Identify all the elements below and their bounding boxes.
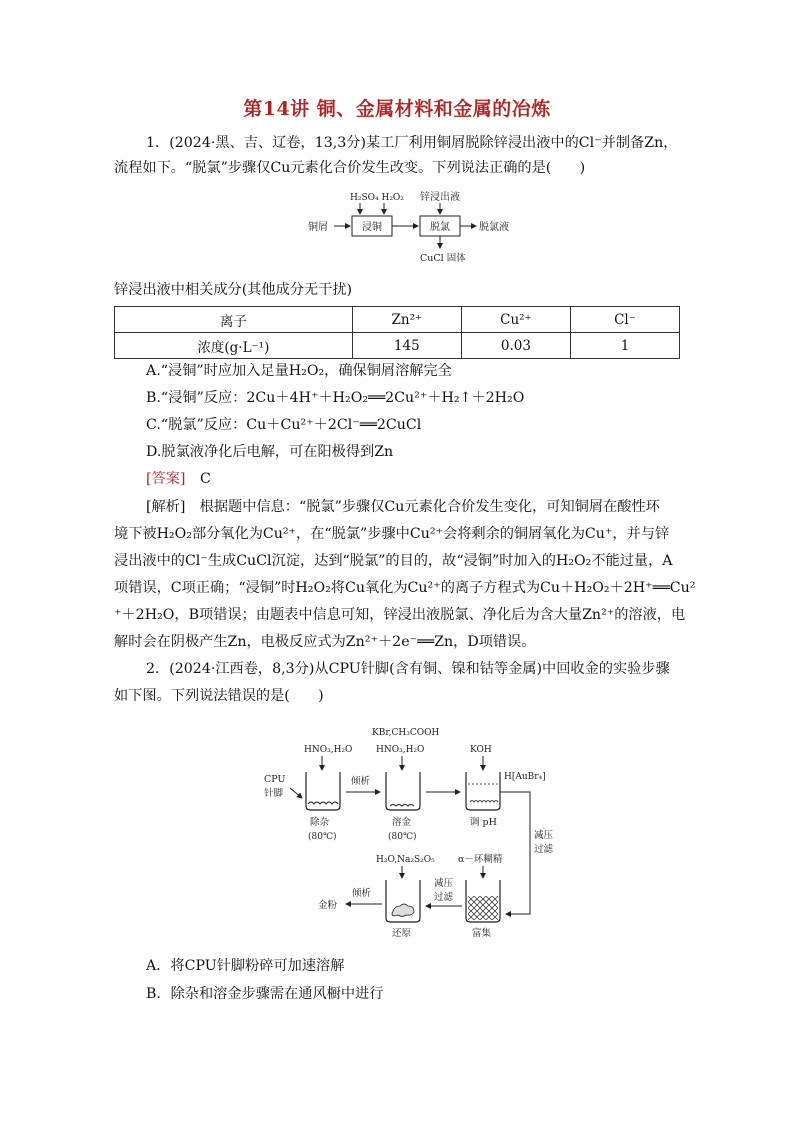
q1-solid-label: CuCl 固体 [420, 253, 466, 264]
q2-beaker-4-solid [392, 904, 414, 917]
q2-filter-1-label-b: 过滤 [534, 844, 554, 855]
q2-beaker-3 [466, 772, 500, 810]
q2-source-label-2: 针脚 [264, 788, 284, 799]
table-row [115, 307, 680, 333]
q1-analysis-line-2: 境下被H₂O₂部分氧化为Cu²⁺，在“脱氯”步骤中Cu²⁺会将剩余的铜屑氧化为Cu⁺，并与锌 [114, 526, 670, 542]
q2-final-product: 金粉 [318, 900, 338, 911]
q1-flow-diagram [300, 188, 560, 268]
q2-option-b: B．除杂和溶金步骤需在通风橱中进行 [146, 986, 384, 1002]
q2-filter-2-label-b: 过滤 [434, 892, 454, 903]
q2-reagent2a-label: KBr,CH₃COOH [372, 728, 440, 738]
table-header-cell: 离子 [115, 307, 353, 333]
q2-beaker-2-label: 溶金 [392, 817, 412, 828]
q2-beaker-2 [386, 772, 420, 810]
q2-beaker-2-solid [390, 805, 414, 807]
q2-product-label: H[AuBr₄] [504, 772, 546, 782]
table-cell: 0.03 [461, 333, 570, 359]
q2-beaker-5-label: 富集 [472, 928, 492, 939]
q1-feed-label: 锌浸出液 [420, 192, 460, 203]
table-cell: 145 [352, 333, 461, 359]
q1-option-b: B.“浸铜”反应：2Cu＋4H⁺＋H₂O₂══2Cu²⁺＋H₂↑＋2H₂O [146, 390, 525, 406]
table-header-cell: Cu²⁺ [461, 307, 570, 333]
table-cell: 1 [570, 333, 679, 359]
table-row-label: 浓度(g·L⁻¹) [115, 333, 353, 359]
q2-stem-line-2: 如下图。下列说法错误的是( ) [114, 688, 324, 704]
q2-option-a: A．将CPU针脚粉碎可加速溶解 [146, 958, 345, 974]
q1-step2-label: 脱氯 [430, 222, 450, 233]
q1-option-c: C.“脱氯”反应：Cu＋Cu²⁺＋2Cl⁻══2CuCl [146, 417, 422, 433]
table-header-cell: Cl⁻ [570, 307, 679, 333]
table-header-cell: Zn²⁺ [352, 307, 461, 333]
q2-reagent2b-label: HNO₃,H₂O [376, 745, 425, 755]
q2-beaker-3-label: 调 pH [470, 817, 497, 828]
q1-step1-label: 浸铜 [362, 222, 382, 233]
q1-analysis-line-6: 解时会在阴极产生Zn，电极反应式为Zn²⁺＋2e⁻══Zn，D项错误。 [114, 634, 536, 650]
q2-beaker-1-label: 除杂 [310, 817, 330, 828]
q2-reagent5-label: α－环糊精 [458, 854, 503, 865]
q2-beaker-3-solid [470, 801, 498, 803]
q1-option-a: A.“浸铜”时应加入足量H₂O₂，确保铜屑溶解完全 [146, 363, 452, 379]
table-row [115, 333, 680, 359]
q1-output-label: 脱氯液 [479, 222, 509, 233]
page-title: 第14讲 铜、金属材料和金属的冶炼 [243, 98, 551, 120]
q2-filter-1-label-a: 减压 [534, 830, 554, 841]
q2-beaker-1-solid [308, 802, 338, 804]
q2-reagent1-label: HNO₃,H₂O [304, 745, 353, 755]
q2-reagent4-label: H₂O,Na₂S₂O₅ [376, 855, 435, 865]
q2-transfer-3-label: 倾析 [352, 888, 372, 899]
q1-analysis-line-4: 项错误，C项正确；“浸铜”时H₂O₂将Cu氧化为Cu²⁺的离子方程式为Cu＋H₂O₂＋2H⁺══Cu² [114, 580, 696, 596]
q1-answer [146, 469, 211, 489]
q2-source-arrow [290, 788, 302, 798]
q1-table-caption: 锌浸出液中相关成分(其他成分无干扰) [114, 282, 353, 298]
q2-reagent3-label: KOH [470, 745, 492, 755]
q1-input-label: 铜屑 [308, 222, 328, 233]
q2-stem-line-1: 2．(2024·江西卷，8,3分)从CPU针脚(含有铜、镍和钴等金属)中回收金的实验步骤 [146, 661, 670, 677]
q1-analysis-line-3: 浸出液中的Cl⁻生成CuCl沉淀，达到“脱氯”的目的，故“浸铜”时加入的H₂O₂不能过量，A [114, 553, 673, 569]
q2-beaker-4-label: 还原 [392, 928, 412, 939]
q1-analysis-line-5: ⁺＋2H₂O，B项错误；由题表中信息可知，锌浸出液脱氯、净化后为含大量Zn²⁺的溶液，电 [114, 607, 686, 623]
q2-flow-diagram [258, 722, 558, 944]
q2-beaker-2-temp: (80℃) [388, 832, 417, 842]
q2-filter-2-label-a: 减压 [434, 878, 454, 889]
q2-beaker-5-solid [468, 896, 498, 920]
q2-beaker-1 [306, 772, 340, 810]
q1-ion-table [114, 306, 680, 359]
q1-stem-line-1: 1．(2024·黑、吉、辽卷，13,3分)某工厂利用铜屑脱除锌浸出液中的Cl⁻并制备Zn， [146, 135, 678, 151]
q2-beaker-1-temp: (80℃) [308, 832, 337, 842]
q2-connector-line [500, 792, 530, 914]
answer-label: [答案] [146, 471, 186, 487]
answer-value: C [199, 471, 211, 487]
q2-transfer-1-label: 倾析 [351, 776, 371, 787]
q2-source-label-1: CPU [264, 774, 286, 785]
q1-analysis-line-1: [解析] 根据题中信息：“脱氯”步骤仅Cu元素化合价发生变化，可知铜屑在酸性环 [146, 499, 660, 515]
q1-stem-line-2: 流程如下。“脱氯”步骤仅Cu元素化合价发生改变。下列说法正确的是( ) [114, 160, 586, 176]
q1-reagents-label: H₂SO₄ H₂O₂ [350, 193, 404, 203]
q1-option-d: D.脱氯液净化后电解，可在阳极得到Zn [146, 444, 394, 460]
